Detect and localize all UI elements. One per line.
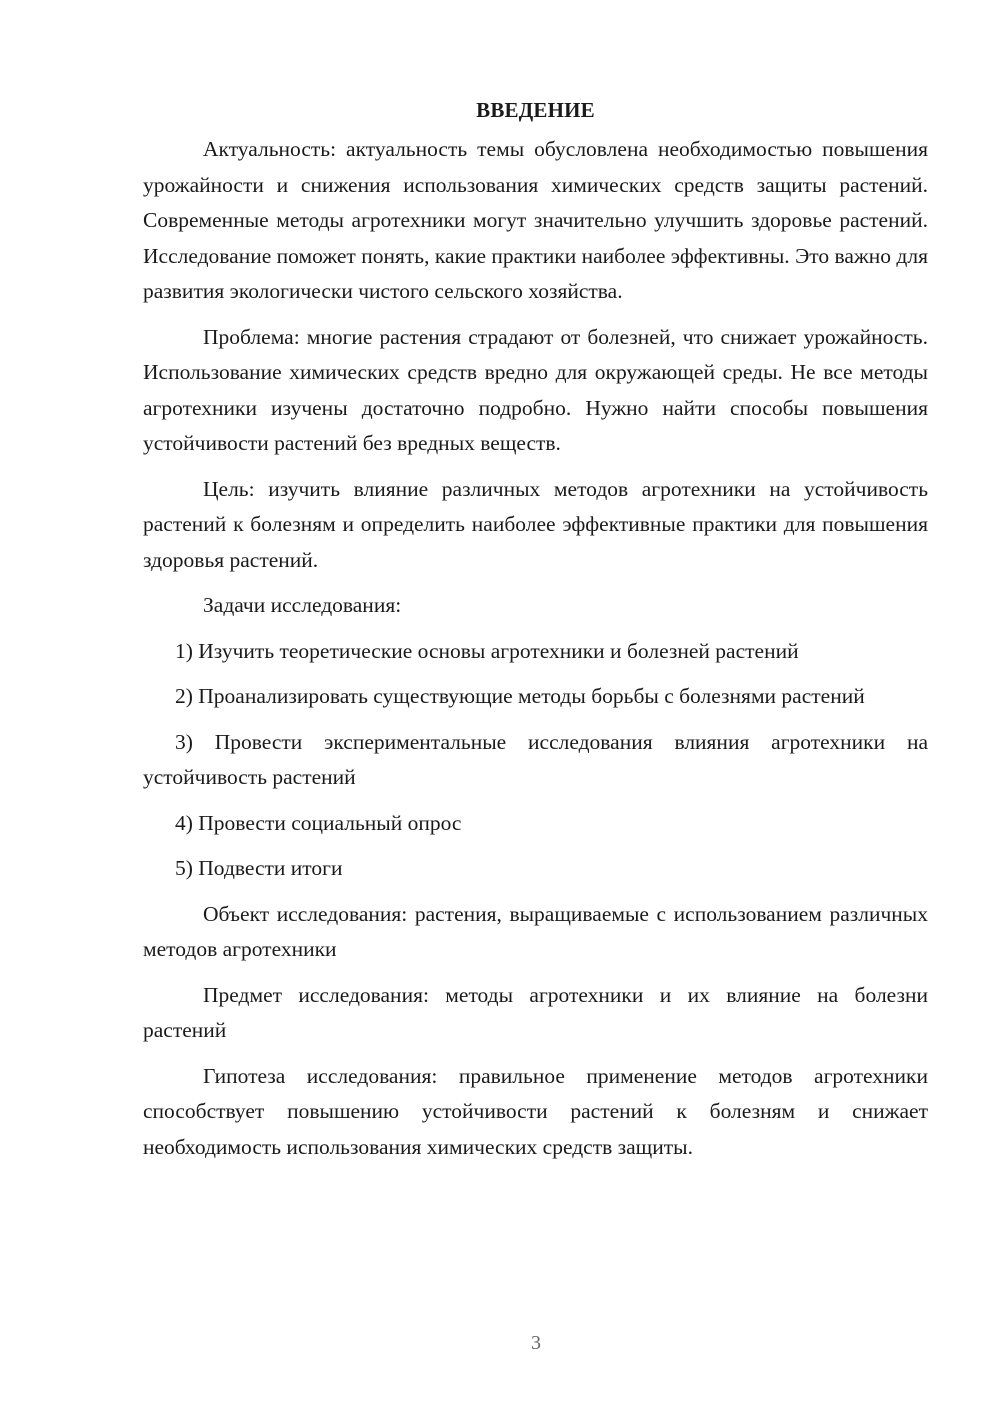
paragraph-hypothesis: Гипотеза исследования: правильное применение методов агротехники способствует повышению устойчивости растений к болезням и снижает необходимость использования химических средств защиты. (143, 1063, 928, 1159)
page-title: ВВЕДЕНИЕ (476, 98, 595, 122)
page-number: 3 (531, 1332, 541, 1354)
list-item-task-3: 3) Провести экспериментальные исследования влияния агротехники на устойчивость растений (143, 729, 928, 789)
list-item-task-5: 5) Подвести итоги (175, 856, 343, 880)
list-item-task-2: 2) Проанализировать существующие методы борьбы с болезнями растений (175, 684, 865, 708)
list-item-task-4: 4) Провести социальный опрос (175, 810, 462, 835)
paragraph-relevance: Актуальность: актуальность темы обусловлена необходимостью повышения урожайности и снижения использования химических средств защиты растений. Современные методы агротехники могут значительно улучшить здоровье растений. Исследование поможет понять, какие практики наиболее эффективны. Это важно для развития экологически чистого сельского хозяйства. (143, 137, 928, 303)
list-item-task-1: 1) Изучить теоретические основы агротехники и болезней растений (175, 638, 799, 663)
paragraph-tasks-heading: Задачи исследования: (203, 593, 402, 617)
paragraph-subject: Предмет исследования: методы агротехники и их влияние на болезни растений (143, 982, 928, 1042)
paragraph-object: Объект исследования: растения, выращиваемые с использованием различных методов агротехники (143, 901, 928, 961)
paragraph-problem: Проблема: многие растения страдают от болезней, что снижает урожайность. Использование химических средств вредно для окружающей среды. Не все методы агротехники изучены достаточно подробно. Нужно найти способы повышения устойчивости растений без вредных веществ. (143, 324, 928, 455)
paragraph-goal: Цель: изучить влияние различных методов агротехники на устойчивость растений к болезням и определить наиболее эффективные практики для повышения здоровья растений. (143, 476, 928, 572)
page-content (143, 92, 928, 1175)
